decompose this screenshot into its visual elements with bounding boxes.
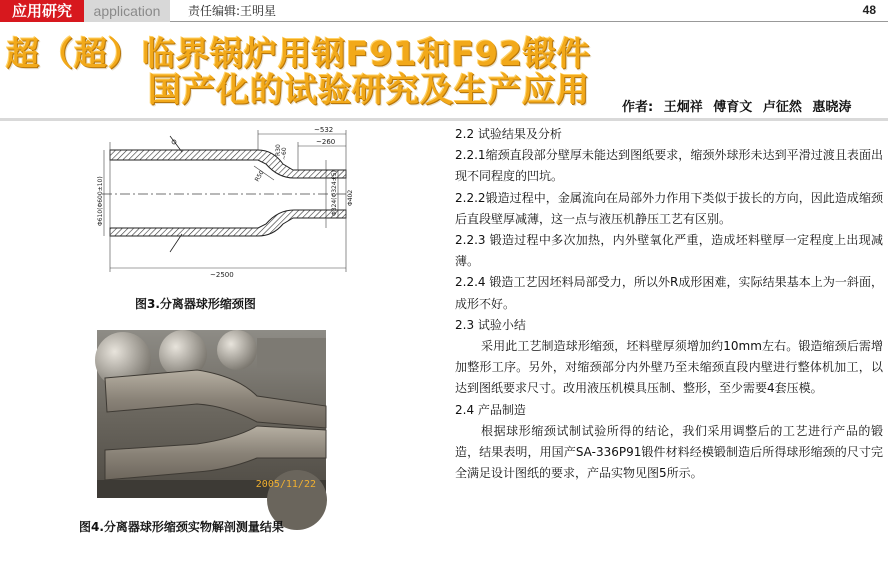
editor-credit: 责任编辑:王明星 xyxy=(188,4,277,18)
section-label: 应用研究 xyxy=(0,0,84,22)
figure4-photo xyxy=(97,330,326,498)
dim-r30-label: R30 xyxy=(275,144,282,156)
article-title-line1: 超（超）临界锅炉用钢F91和F92锻件 xyxy=(6,34,591,73)
paragraph-2-3: 采用此工艺制造球形缩颈，坯料壁厚须增加约10mm左右。锻造缩颈后需增加整形工序。另外，对缩颈部分内外壁乃至未缩颈直段内壁进行整体机加工，以达到图纸要求尺寸。改用液压机模具压制、整形，至少需要4套压模。 xyxy=(455,339,883,396)
title-divider xyxy=(0,118,888,121)
page-number: 48 xyxy=(862,3,876,17)
page-header xyxy=(0,0,888,22)
dim-60-label: ~60 xyxy=(281,147,288,160)
date-stamp: 2005/11/22 xyxy=(255,479,316,490)
author-label: 作者: xyxy=(622,100,654,115)
dia-left-label: Φ610(Φ600±10) xyxy=(97,176,104,226)
dim-532-label: ~532 xyxy=(314,126,334,134)
heading-2-2: 2.2 试验结果及分析 xyxy=(455,127,562,141)
paragraph-2-2-3: 2.2.3 锻造过程中多次加热，内外壁氧化严重，造成坯料壁厚一定程度上出现减薄。 xyxy=(455,233,883,269)
author-name: 王炯祥 xyxy=(663,100,703,115)
header-divider xyxy=(170,21,888,22)
heading-2-4: 2.4 产品制造 xyxy=(455,402,526,417)
figure3-drawing xyxy=(98,122,360,288)
dim-260-label: ~260 xyxy=(316,138,336,146)
article-title-line2: 国产化的试验研究及生产应用 xyxy=(148,70,590,109)
paragraph-2-2-4: 2.2.4 锻造工艺因坯料局部受力，所以外R成形困难，实际结果基本上为一斜面，成形不好。 xyxy=(455,275,883,311)
dim-2500-label: ~2500 xyxy=(210,271,234,279)
author-name: 傅育文 xyxy=(713,100,753,115)
author-name: 卢征然 xyxy=(762,100,802,115)
figure4-caption: 图4.分离器球形缩颈实物解剖测量结果 xyxy=(79,520,284,534)
paragraph-2-4: 根据球形缩颈试制试验所得的结论，我们采用调整后的工艺进行产品的锻造，结果表明，用国产SA-336P91锻件材料经模锻制造后所得球形缩颈的尺寸完全满足设计图纸的要求，产品实物见图5所示。 xyxy=(455,423,883,481)
dim-r50-label: R50 xyxy=(253,169,266,183)
dia-inner-label: Φ402 xyxy=(347,189,354,206)
section-sublabel: application xyxy=(84,0,170,22)
paragraph-2-2-1: 2.2.1缩颈直段部分壁厚未能达到图纸要求，缩颈外球形未达到平滑过渡且表面出现不同程度的凹坑。 xyxy=(455,148,883,184)
dia-right-label: Φ324(Φ324±5) xyxy=(331,170,338,216)
author-name: 惠晓涛 xyxy=(812,100,852,115)
paragraph-2-2-2: 2.2.2锻造过程中，金属流向在局部外力作用下类似于拔长的方向，因此造成缩颈后直段壁厚减薄，这一点与液压机静压工艺有区别。 xyxy=(455,190,883,226)
heading-2-3: 2.3 试验小结 xyxy=(455,317,526,332)
figure3-caption: 图3.分离器球形缩颈图 xyxy=(135,297,256,311)
figure4-photo-illustration xyxy=(97,330,326,498)
body-text xyxy=(455,124,883,484)
author-list xyxy=(622,96,857,115)
